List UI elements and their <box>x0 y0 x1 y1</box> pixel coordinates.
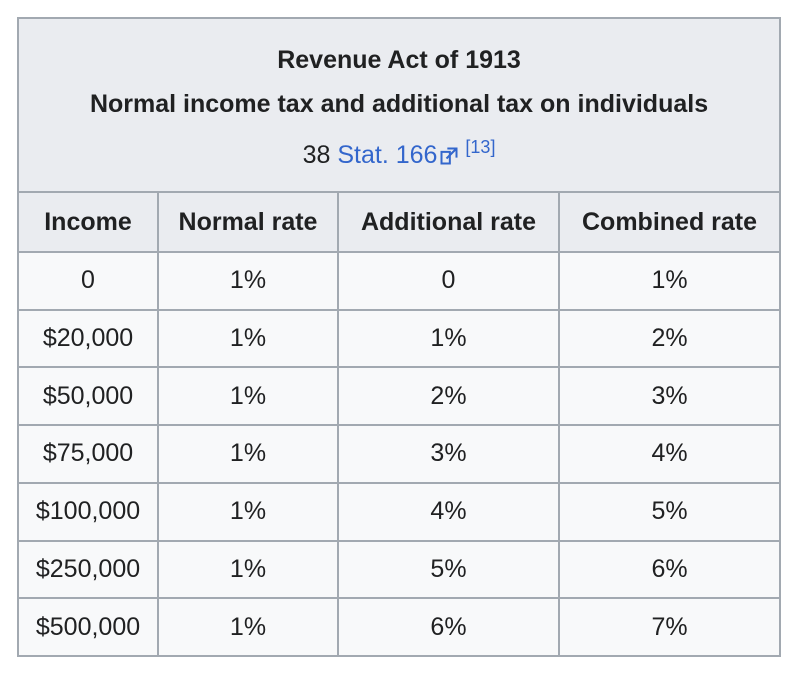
cell-income: $250,000 <box>18 541 158 599</box>
table-row <box>18 425 780 483</box>
cell-combined-rate: 6% <box>559 541 780 599</box>
cell-income: $20,000 <box>18 310 158 368</box>
cell-additional-rate: 1% <box>338 310 559 368</box>
table-row <box>18 252 780 310</box>
cell-additional-rate: 2% <box>338 367 559 425</box>
cell-combined-rate: 7% <box>559 598 780 656</box>
cell-additional-rate: 3% <box>338 425 559 483</box>
cell-combined-rate: 4% <box>559 425 780 483</box>
caption-title: Revenue Act of 1913 <box>277 45 521 74</box>
table-caption <box>18 18 780 192</box>
column-header-additional-rate: Additional rate <box>338 192 559 252</box>
cell-normal-rate: 1% <box>158 483 338 541</box>
revenue-act-table <box>17 17 781 657</box>
cell-combined-rate: 1% <box>559 252 780 310</box>
table-row <box>18 310 780 368</box>
cell-normal-rate: 1% <box>158 310 338 368</box>
cell-income: 0 <box>18 252 158 310</box>
table-row <box>18 598 780 656</box>
caption-subtitle: Normal income tax and additional tax on individuals <box>89 89 709 118</box>
cell-additional-rate: 0 <box>338 252 559 310</box>
citation-volume: 38 <box>302 140 331 169</box>
cell-income: $500,000 <box>18 598 158 656</box>
column-header-income: Income <box>18 192 158 252</box>
statute-link-label: Stat. 166 <box>337 140 438 169</box>
cell-additional-rate: 4% <box>338 483 559 541</box>
statute-link[interactable] <box>337 141 459 169</box>
cell-normal-rate: 1% <box>158 541 338 599</box>
cell-additional-rate: 6% <box>338 598 559 656</box>
cell-normal-rate: 1% <box>158 252 338 310</box>
cell-income: $50,000 <box>18 367 158 425</box>
cell-combined-rate: 5% <box>559 483 780 541</box>
cell-additional-rate: 5% <box>338 541 559 599</box>
cell-combined-rate: 2% <box>559 310 780 368</box>
cell-normal-rate: 1% <box>158 425 338 483</box>
external-link-icon <box>439 143 459 173</box>
column-header-normal-rate: Normal rate <box>158 192 338 252</box>
caption-citation <box>19 137 779 173</box>
cell-income: $100,000 <box>18 483 158 541</box>
cell-normal-rate: 1% <box>158 367 338 425</box>
header-row <box>18 192 780 252</box>
cell-income: $75,000 <box>18 425 158 483</box>
cell-normal-rate: 1% <box>158 598 338 656</box>
column-header-combined-rate: Combined rate <box>559 192 780 252</box>
reference-link[interactable]: [13] <box>465 137 496 158</box>
table-row <box>18 483 780 541</box>
cell-combined-rate: 3% <box>559 367 780 425</box>
table-row <box>18 367 780 425</box>
table-row <box>18 541 780 599</box>
